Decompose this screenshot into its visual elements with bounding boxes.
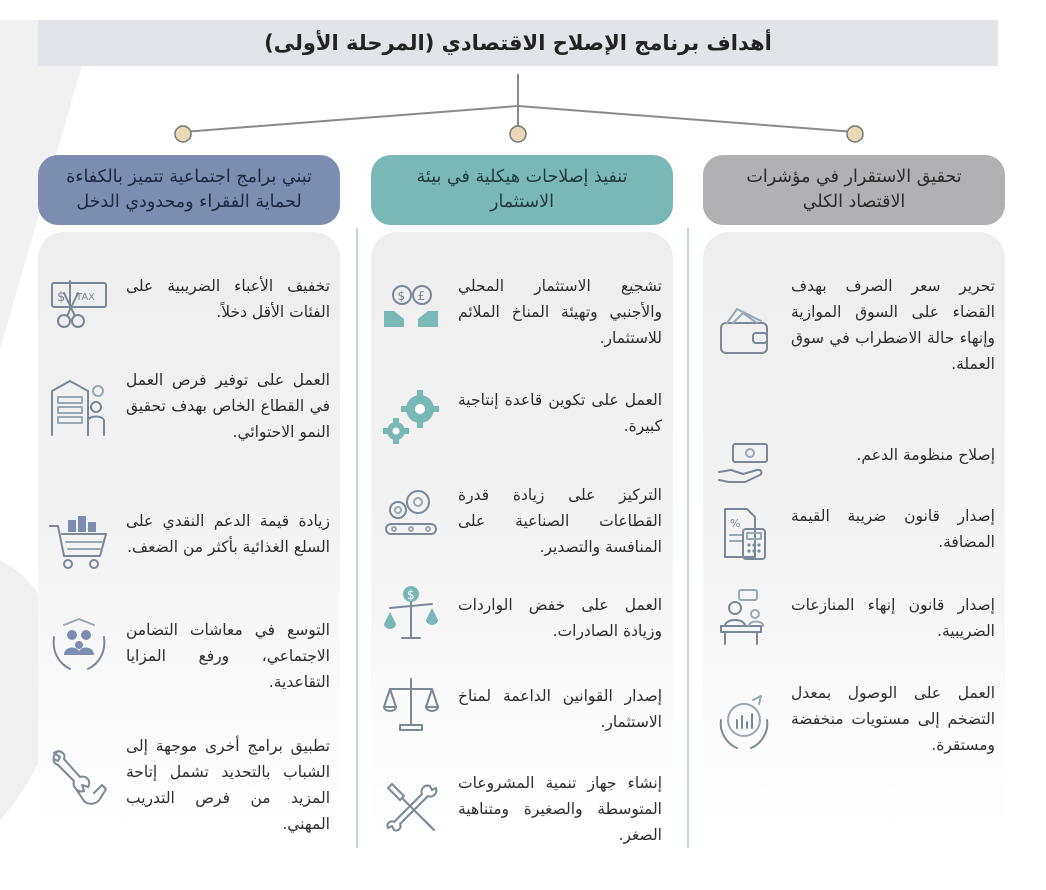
gear-conveyor-icon: [380, 484, 442, 546]
connector-right: [518, 106, 855, 132]
family-hands-icon: [48, 617, 110, 679]
node-right: [847, 126, 863, 142]
node-mid: [510, 126, 526, 142]
page-title: أهداف برنامج الإصلاح الاقتصادي (المرحلة الأولى): [264, 31, 772, 55]
currency-balance-icon: [380, 582, 442, 644]
column-divider: [687, 228, 689, 848]
connector-left: [183, 106, 518, 132]
office-desk-icon: [713, 586, 775, 648]
pillar-heading-social: تبني برامج اجتماعية تتميز بالكفاءة لحماية الفقراء ومحدودي الدخل: [38, 155, 340, 225]
svg-text:£: £: [417, 289, 426, 303]
justice-scale-icon: [380, 673, 442, 735]
calculator-document-icon: [713, 503, 775, 565]
tax-cut-icon: [48, 273, 110, 335]
shopping-cart-icon: [48, 512, 110, 574]
node-left: [175, 126, 191, 142]
pillar-heading-structural: تنفيذ إصلاحات هيكلية في بيئة الاستثمار: [371, 155, 673, 225]
svg-text:%: %: [730, 517, 741, 530]
pillar-heading-macro: تحقيق الاستقرار في مؤشرات الاقتصاد الكلي: [703, 155, 1005, 225]
connector-tree: [0, 66, 1046, 156]
svg-text:$: $: [57, 290, 66, 305]
svg-text:$: $: [407, 588, 415, 602]
building-worker-icon: [48, 377, 110, 439]
wallet-icon: [713, 301, 775, 363]
tools-icon: [380, 776, 442, 838]
chart-hands-icon: [713, 692, 775, 754]
svg-text:TAX: TAX: [76, 292, 96, 303]
svg-text:$: $: [397, 289, 406, 303]
page-title-bar: [38, 20, 998, 66]
column-divider: [356, 228, 358, 848]
currency-hands-icon: [380, 275, 442, 337]
wrench-hand-icon: [48, 745, 110, 807]
gears-icon: [380, 387, 442, 449]
cash-hand-icon: [713, 432, 775, 494]
